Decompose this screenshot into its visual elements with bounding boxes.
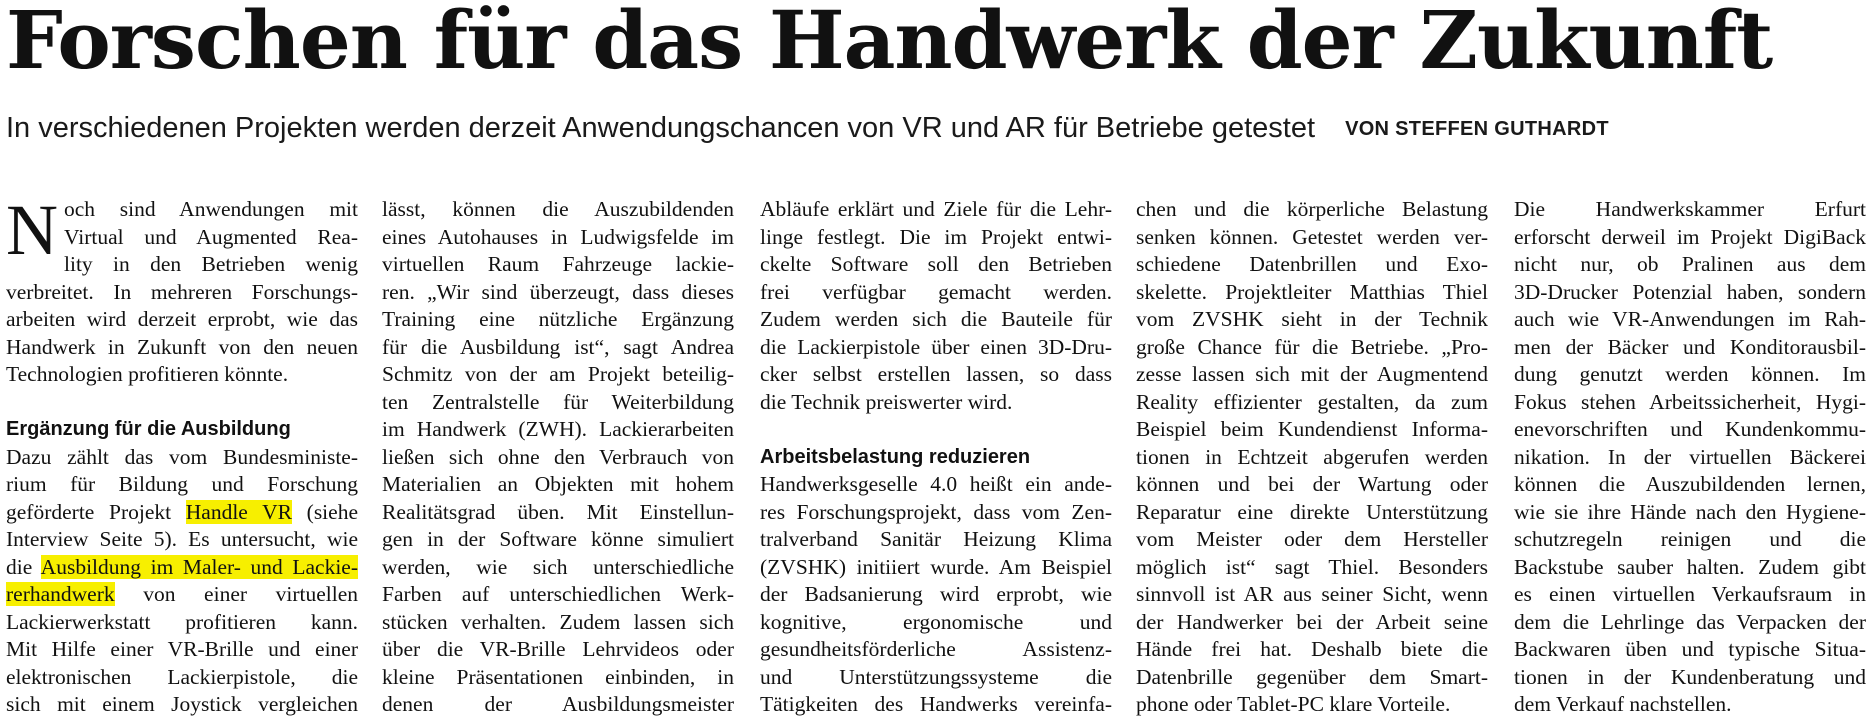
text-line: Training eine nützliche Ergänzung [382,307,734,331]
text-line: Technologien profitieren könnte. [6,362,289,386]
text-line: lässt, können die Auszubildenden [382,197,734,221]
text-line: cker selbst erstellen lassen, so dass [760,362,1112,386]
text-line: Materialien an Objekten mit hohem [382,472,734,496]
highlight-handle-vr: Handle VR [185,499,292,524]
text-line: vom ZVSHK sieht in der Technik [1136,307,1488,331]
text-line: elektronischen Lackierpistole, die [6,664,358,689]
text-line: Mit Hilfe einer VR-Brille und einer [6,637,358,661]
text-line: Interview Seite 5). Es untersucht, wie [6,527,358,551]
text-line: schiedene Datenbrillen und Exo- [1136,252,1488,276]
text-line: die Technik preiswerter wird. [760,389,1013,414]
article-column-4 [1136,196,1488,719]
text-line: ren. „Wir sind überzeugt, dass dieses [382,279,734,304]
article-column-3 [760,196,1112,719]
text-line: und Unterstützungssysteme die [760,664,1112,689]
text-line: Abläufe erklärt und Ziele für die Lehr- [760,197,1112,221]
text-line: senken können. Getestet werden ver- [1136,224,1488,249]
text-line: Datenbrille gegenüber dem Smart- [1136,664,1488,689]
text-line: linge festlegt. Die im Projekt entwi- [760,224,1112,249]
text-line: verbreitet. In mehreren Forschungs- [6,279,358,304]
text-line: vom Meister oder dem Hersteller [1136,527,1488,551]
text-line: Zudem werden sich die Bauteile für [760,307,1112,331]
text-line: Handwerksgeselle 4.0 heißt ein ande- [760,472,1112,496]
text-line: für die Ausbildung ist“, sagt Andrea [382,334,734,359]
text-line: erforscht derweil im Projekt DigiBack [1514,224,1866,249]
highlight-ausbildung-cont: rerhandwerk [6,582,115,606]
text-line: rium für Bildung und Forschung [6,472,358,496]
text-line: Reality effizienter gestalten, da zum [1136,389,1488,414]
text-line: schutzregeln reinigen und die [1514,527,1866,551]
paragraph-continued [6,609,358,719]
text-line: nikation. In der virtuellen Bäckerei [1514,444,1866,469]
text-line: lity in den Betrieben wenig [64,252,358,276]
text-line: Hände frei hat. Deshalb biete die [1136,637,1488,661]
text-line: nicht nur, ob Pralinen aus dem [1514,252,1866,276]
text-line: kognitive, ergonomische und [760,609,1112,634]
article-column-2 [382,196,734,719]
text-line: enevorschriften und Kundenkommu- [1514,417,1866,441]
text-line: res Forschungsprojekt, dass vom Zen- [760,499,1112,524]
text-line: können und bei der Wartung oder [1136,472,1488,496]
text-line: ten Zentralstelle für Weiterbildung [382,389,734,414]
text-line: gesundheitsförderliche Assistenz- [760,637,1112,661]
text-line: große Chance für die Betriebe. „Pro- [1136,334,1488,359]
text-line: werden, wie sich unterschiedliche [382,554,734,579]
text-line: Beispiel beim Kundendienst Informa- [1136,417,1488,441]
text-line: phone oder Tablet-PC klare Vorteile. [1136,692,1451,716]
text-line: och sind Anwendungen mit [64,197,358,221]
text-line: virtuellen Raum Fahrzeuge lackie- [382,252,734,276]
text-line: Die Handwerkskammer Erfurt [1514,197,1866,221]
text-line: tionen in der Kundenberatung und [1514,664,1866,689]
text-line: Backstube sauber halten. Zudem gibt [1514,554,1866,579]
subline-text: In verschiedenen Projekten werden derzeit Anwendungschancen von VR und AR für Betriebe getestet [6,112,1316,144]
text-line: skelette. Projektleiter Matthias Thiel [1136,279,1488,304]
text-line: sinnvoll ist AR aus seiner Sicht, wenn [1136,582,1488,606]
text-line: arbeiten wird derzeit erprobt, wie das [6,307,358,331]
text-line: auch wie VR-Anwendungen im Rah- [1514,307,1866,331]
text-line: (ZVSHK) initiiert wurde. Am Beispiel [760,554,1112,579]
text-line: können die Auszubildenden lernen, [1514,472,1866,496]
text-line: denen der Ausbildungsmeister [382,692,734,716]
text-line: dem die Lehrlinge das Verpacken der [1514,609,1866,634]
text-line: der Badsanierung wird erprobt, wie [760,582,1112,606]
text-line: ckelte Software soll den Betrieben [760,252,1112,276]
article-column-5 [1514,196,1866,719]
text-line: im Handwerk (ZWH). Lackierarbeiten [382,417,734,441]
highlight-ausbildung: Ausbildung im Maler- und Lackie- [40,554,358,579]
text-line: Fokus stehen Arbeitssicherheit, Hygi- [1514,389,1866,414]
byline: VON STEFFEN GUTHARDT [1345,118,1609,140]
text-line: stücken verhalten. Zudem lassen sich [382,609,734,634]
text-line: der Handwerker bei der Arbeit seine [1136,609,1488,634]
text-line: men der Bäcker und Konditorausbil- [1514,334,1866,359]
text-line: Backwaren üben und typische Situa- [1514,637,1866,661]
text-line: 3D-Drucker Potenzial haben, sondern [1514,279,1866,304]
subheading-ausbildung: Ergänzung für die Ausbildung [6,418,291,440]
text-line: möglich ist“ sagt Thiel. Besonders [1136,554,1488,579]
article-column-1 [6,190,358,719]
drop-cap: N [6,190,58,270]
text-line: wie sie ihre Hände nach den Hygiene- [1514,499,1866,524]
paragraph [760,471,1112,719]
subheading-arbeitsbelastung: Arbeitsbelastung reduzieren [760,445,1031,468]
text-line: Tätigkeiten des Handwerks vereinfa- [760,692,1112,716]
text-line: tionen in Echtzeit abgerufen werden [1136,444,1488,469]
paragraph [760,196,1112,416]
text-line: dung genutzt werden können. Im [1514,362,1866,386]
text-line: die Ausbildung im Maler- und Lackie- [6,554,358,579]
text-line: Virtual und Augmented Rea- [64,224,358,249]
text-line: geförderte Projekt Handle VR (siehe [6,499,358,524]
subline [6,110,1609,147]
text-line: kleine Präsentationen einbinden, in [382,664,734,689]
text-line: frei verfügbar gemacht werden. [760,279,1112,304]
text-line: über die VR-Brille Lehrvideos oder [382,637,734,661]
text-line: Farben auf unterschiedlichen Werk- [382,582,734,606]
text-line: Dazu zählt das vom Bundesministe- [6,444,358,469]
text-line: tralverband Sanitär Heizung Klima [760,527,1112,551]
text-line: ließen sich ohne den Verbrauch von [382,444,734,469]
text-line: eines Autohauses in Ludwigsfelde im [382,224,734,249]
text-line: rerhandwerk von einer virtuellen [6,582,358,606]
text-line: gen in der Software könne simuliert [382,527,734,551]
intro-paragraph [6,190,358,389]
text-line: Realitätsgrad üben. Mit Einstellun- [382,499,734,524]
text-line: Reparatur eine direkte Unterstützung [1136,499,1488,524]
text-line: sich mit einem Joystick vergleichen [6,692,358,716]
text-line: dem Verkauf nachstellen. [1514,692,1732,716]
text-line: chen und die körperliche Belastung [1136,197,1488,221]
text-line: Handwerk in Zukunft von den neuen [6,334,358,359]
text-line: die Lackierpistole über einen 3D-Dru- [760,334,1112,359]
text-line: Schmitz von der am Projekt beteilig- [382,362,734,386]
text-line: zesse lassen sich mit der Augmentend [1136,362,1488,386]
text-line: Lackierwerkstatt profitieren kann. [6,609,358,634]
text-line: es einen virtuellen Verkaufsraum in [1514,582,1866,606]
headline: Forschen für das Handwerk der Zukunft [6,0,1773,87]
